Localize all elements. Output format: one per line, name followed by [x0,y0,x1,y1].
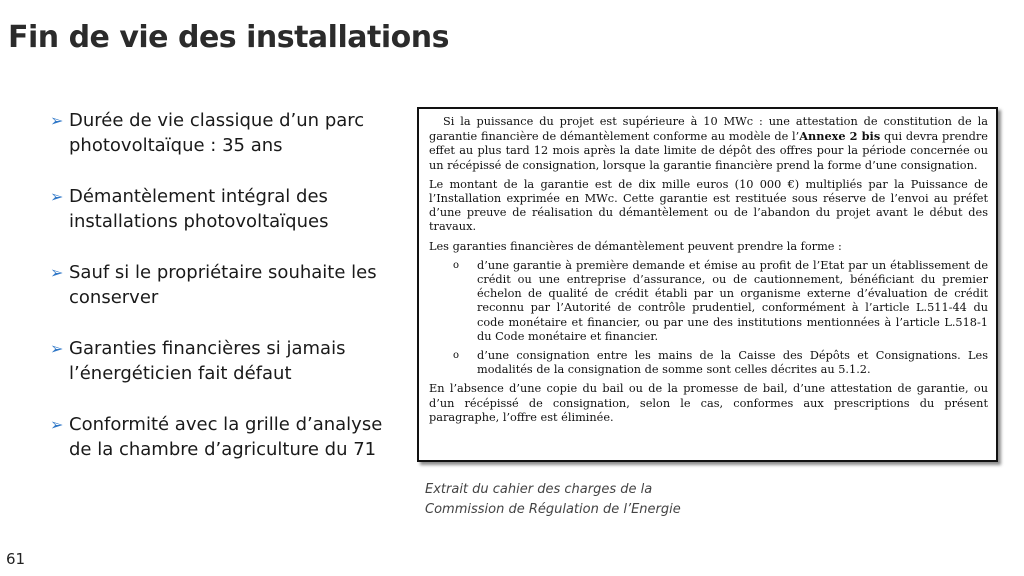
slide-number: 61 [6,550,26,568]
arrow-bullet-icon: ➢ [50,263,64,282]
bullet-item [50,260,390,310]
bullet-item [50,336,390,386]
arrow-bullet-icon: ➢ [50,339,64,358]
excerpt-text: qui devra prendre effet au plus tard 12 mois après la date limite de dépôt des offres pour la période concernée ou un récépissé de consignation, lorsque la garantie financière prend la forme d’une consignation. [429,130,988,172]
excerpt-paragraph [429,115,988,173]
bullet-item [50,412,390,462]
bullet-item [50,108,390,158]
caption-line: Commission de Régulation de l’Energie [425,502,681,517]
excerpt-list-item [429,259,988,344]
circle-bullet-icon: o [453,259,460,271]
excerpt-paragraph: Les garanties financières de démantèlement peuvent prendre la forme : [429,239,842,253]
excerpt-list-text: d’une garantie à première demande et émise au profit de l’Etat par un établissement de crédit ou une entreprise d’assurance, ou de cautionnement, bénéficiant du premier échelon de qualité de crédit établi par un organisme externe d’évaluation de crédit reconnu par l’Autorité de contrôle prudentiel, conformément à l’article L.511-44 du code monétaire et financier, ou par une des institutions mentionnées à l’article L.518-1 du Code monétaire et financier. [477,258,988,343]
bullet-text: Conformité avec la grille d’analyse de la chambre d’agriculture du 71 [69,414,383,460]
bullet-text: Démantèlement intégral des installations photovoltaïques [69,186,329,232]
excerpt-text: Si la puissance du projet est supérieure à 10 MWc : une attestation de constitution de la garantie financière de démantèlement conforme au modèle de l’ [429,115,988,144]
circle-bullet-icon: o [453,350,460,362]
arrow-bullet-icon: ➢ [50,187,64,206]
document-excerpt [417,107,998,462]
excerpt-list-item [429,349,988,377]
arrow-bullet-icon: ➢ [50,415,64,434]
slide-title: Fin de vie des installations [8,20,449,55]
annex-reference: Annexe 2 bis [799,129,881,144]
bullet-text: Garanties financières si jamais l’énergéticien fait défaut [69,338,346,384]
bullet-list [50,108,390,488]
bullet-text: Durée de vie classique d’un parc photovoltaïque : 35 ans [69,110,365,156]
bullet-text: Sauf si le propriétaire souhaite les conserver [69,262,377,308]
excerpt-paragraph: En l’absence d’une copie du bail ou de la promesse de bail, d’une attestation de garantie, ou d’un récépissé de consignation, selon le cas, conformes aux prescriptions du présent paragraphe, l’offre est éliminée. [429,382,988,424]
excerpt-paragraph: Le montant de la garantie est de dix mille euros (10 000 €) multipliés par la Puissance de l’Installation exprimée en MWc. Cette garantie est restituée sous réserve de l’envoi au préfet d’une preuve de réalisation du démantèlement ou de l’abandon du projet avant le début des travaux. [429,177,988,234]
excerpt-list [429,259,988,378]
excerpt-caption [425,480,681,520]
arrow-bullet-icon: ➢ [50,111,64,130]
bullet-item [50,184,390,234]
caption-line: Extrait du cahier des charges de la [425,482,653,497]
excerpt-list-text: d’une consignation entre les mains de la Caisse des Dépôts et Consignations. Les modalités de la consignation de somme sont celles décrites au 5.1.2. [477,349,988,377]
